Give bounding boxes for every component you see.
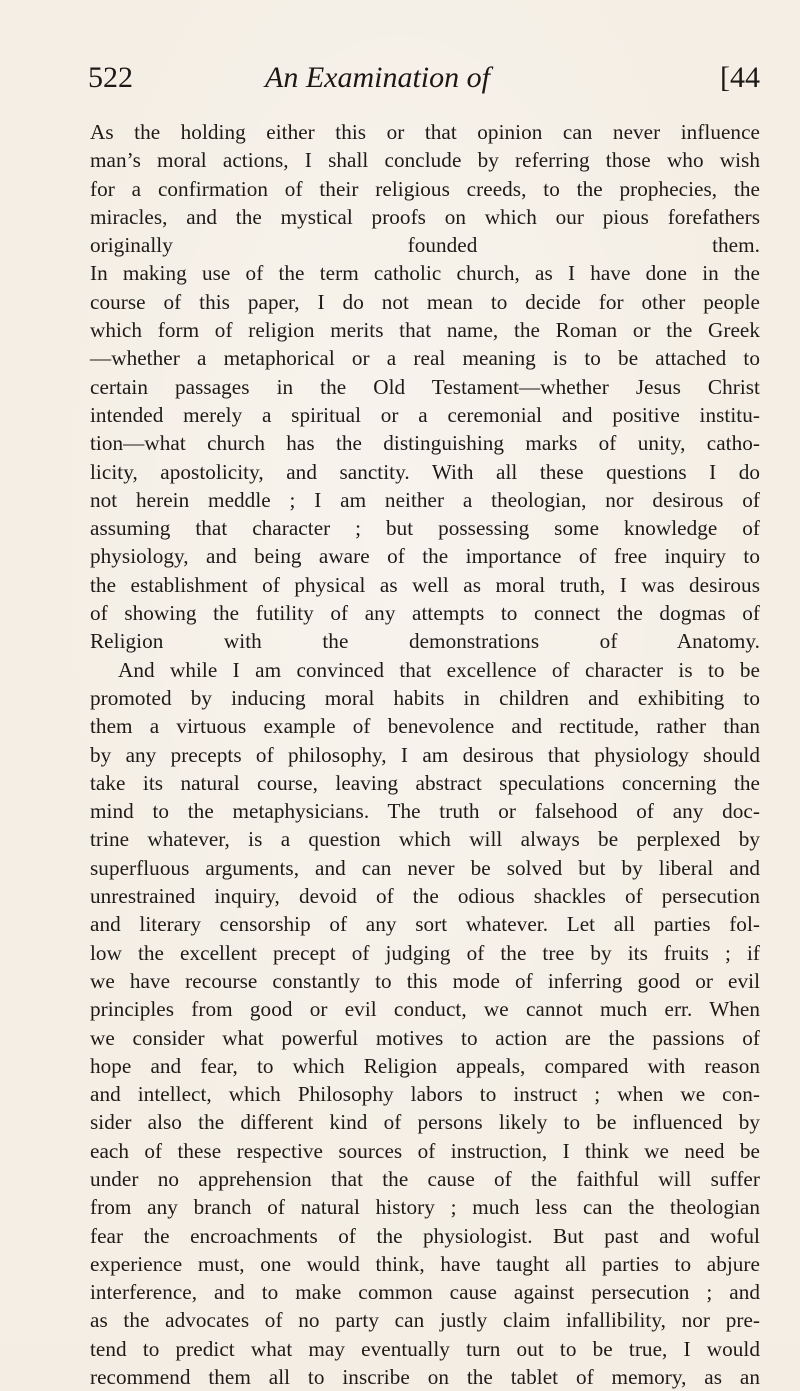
text-line: tend to predict what may eventually turn out to be true, I would	[90, 1336, 760, 1361]
text-line: promoted by inducing moral habits in children and exhibiting to	[90, 685, 760, 710]
text-line: under no apprehension that the cause of the faithful will suffer	[90, 1166, 760, 1191]
running-title: An Examination of	[265, 61, 490, 94]
body-text	[90, 118, 760, 1391]
text-line: principles from good or evil conduct, we cannot much err. When	[90, 997, 760, 1022]
text-line: from any branch of natural history ; much less can the theologian	[90, 1195, 760, 1220]
text-line: trine whatever, is a question which will always be perplexed by	[90, 827, 760, 852]
text-line: and intellect, which Philosophy labors to instruct ; when we con-	[90, 1082, 760, 1107]
text-line: course of this paper, I do not mean to decide for other people	[90, 289, 760, 314]
text-line: low the excellent precept of judging of the tree by its fruits ; if	[90, 940, 760, 965]
text-line: we consider what powerful motives to action are the passions of	[90, 1025, 760, 1050]
text-line: which form of religion merits that name, the Roman or the Greek	[90, 318, 760, 343]
text-line: fear the encroachments of the physiologist. But past and woful	[90, 1223, 760, 1248]
text-line: unrestrained inquiry, devoid of the odious shackles of persecution	[90, 884, 760, 909]
text-line: intended merely a spiritual or a ceremonial and positive institu-	[90, 402, 760, 427]
text-line: physiology, and being aware of the importance of free inquiry to	[90, 544, 760, 569]
text-line: them a virtuous example of benevolence and rectitude, rather than	[90, 714, 760, 739]
running-head	[88, 58, 760, 98]
text-line: man’s moral actions, I shall conclude by referring those who wish	[90, 148, 760, 173]
text-line: —whether a metaphorical or a real meaning is to be attached to	[90, 346, 760, 371]
text-line: assuming that character ; but possessing some knowledge of	[90, 516, 760, 541]
text-line: for a confirmation of their religious creeds, to the prophecies, the	[90, 176, 760, 201]
text-line: And while I am convinced that excellence of character is to be	[118, 657, 760, 682]
text-line: not herein meddle ; I am neither a theologian, nor desirous of	[90, 487, 760, 512]
text-line: miracles, and the mystical proofs on which our pious forefathers	[90, 204, 760, 229]
text-line: originally founded them.	[90, 233, 760, 258]
text-line: As the holding either this or that opinion can never influence	[90, 120, 760, 144]
text-line: the establishment of physical as well as moral truth, I was desirous	[90, 572, 760, 597]
text-line: recommend them all to inscribe on the tablet of memory, as an	[90, 1365, 760, 1390]
text-line: certain passages in the Old Testament—whether Jesus Christ	[90, 374, 760, 399]
text-line: sider also the different kind of persons likely to be influenced by	[90, 1110, 760, 1135]
text-line: In making use of the term catholic church, as I have done in the	[90, 261, 760, 286]
text-line: mind to the metaphysicians. The truth or falsehood of any doc-	[90, 799, 760, 824]
text-line: licity, apostolicity, and sanctity. With all these questions I do	[90, 459, 760, 484]
text-line: tion—what church has the distinguishing marks of unity, catho-	[90, 431, 760, 456]
text-line: by any precepts of philosophy, I am desirous that physiology should	[90, 742, 760, 767]
page-number: 522	[88, 61, 133, 94]
text-line: and literary censorship of any sort whatever. Let all parties fol-	[90, 912, 760, 937]
text-line: as the advocates of no party can justly claim infallibility, nor pre-	[90, 1308, 760, 1333]
text-line: interference, and to make common cause against persecution ; and	[90, 1280, 760, 1305]
text-line: Religion with the demonstrations of Anatomy.	[90, 629, 760, 654]
text-line: each of these respective sources of instruction, I think we need be	[90, 1138, 760, 1163]
section-number: [44	[720, 61, 760, 94]
text-line: take its natural course, leaving abstract speculations concerning the	[90, 770, 760, 795]
text-line: we have recourse constantly to this mode of inferring good or evil	[90, 968, 760, 993]
text-line: superfluous arguments, and can never be solved but by liberal and	[90, 855, 760, 880]
text-line: of showing the futility of any attempts to connect the dogmas of	[90, 601, 760, 626]
text-line: experience must, one would think, have taught all parties to abjure	[90, 1251, 760, 1276]
text-line: hope and fear, to which Religion appeals, compared with reason	[90, 1053, 760, 1078]
